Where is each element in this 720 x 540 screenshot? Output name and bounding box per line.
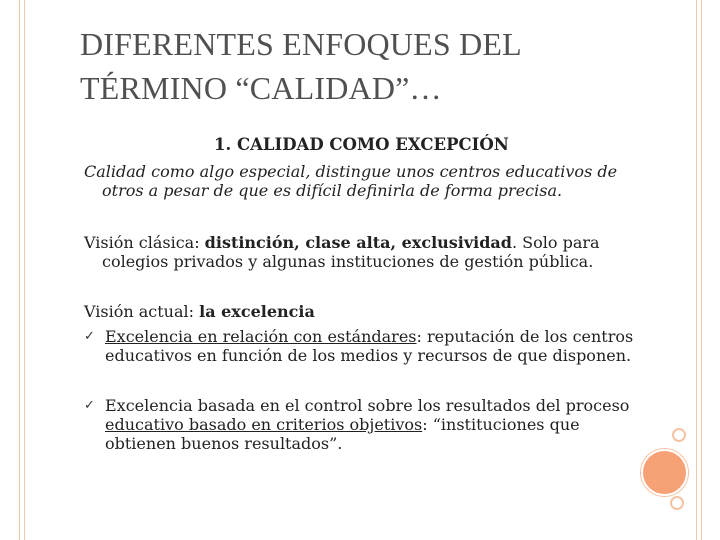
right-frame-border: [696, 0, 702, 540]
intro-line-2: otros a pesar de que es difícil definirla de forma precisa.: [102, 181, 563, 200]
classic-vision-rest: . Solo para: [511, 233, 600, 252]
classic-vision-line-1: [84, 233, 600, 252]
decor-small-circle-top: [672, 428, 686, 442]
actual-vision-label: Visión actual:: [84, 302, 200, 321]
bullet-2-line-2: [105, 415, 580, 434]
classic-vision-line-2: colegios privados y algunas instituciones de gestión pública.: [102, 252, 594, 271]
bullet-2-line-3: obtienen buenos resultados”.: [105, 434, 343, 453]
bullet-1-line-1: [105, 327, 633, 346]
decor-small-circle-bottom: [670, 496, 684, 510]
slide-title-line-2: TÉRMINO “CALIDAD”…: [80, 70, 442, 106]
section-heading: 1. CALIDAD COMO EXCEPCIÓN: [214, 135, 509, 154]
bullet-2-rest: : “instituciones que: [422, 415, 580, 434]
classic-vision-bold: distinción, clase alta, exclusividad: [204, 233, 512, 252]
check-icon: ✓: [84, 398, 95, 413]
slide-title-line-1: DIFERENTES ENFOQUES DEL: [80, 26, 522, 62]
check-icon: ✓: [84, 329, 95, 344]
bullet-2-line-1: Excelencia basada en el control sobre los resultados del proceso: [105, 396, 630, 415]
actual-vision-line: [84, 302, 315, 321]
bullet-1-rest: : reputación de los centros: [416, 327, 634, 346]
bullet-1-line-2: educativos en función de los medios y recursos de que disponen.: [105, 346, 632, 365]
bullet-2-underlined: educativo basado en criterios objetivos: [105, 415, 423, 434]
slide-title: [80, 22, 680, 110]
actual-vision-bold: la excelencia: [199, 302, 315, 321]
bullet-1-underlined: Excelencia en relación con estándares: [105, 327, 417, 346]
intro-line-1: Calidad como algo especial, distingue unos centros educativos de: [84, 162, 618, 181]
classic-vision-label: Visión clásica:: [84, 233, 205, 252]
left-frame-border: [19, 0, 25, 540]
decor-large-circle: [641, 449, 688, 496]
